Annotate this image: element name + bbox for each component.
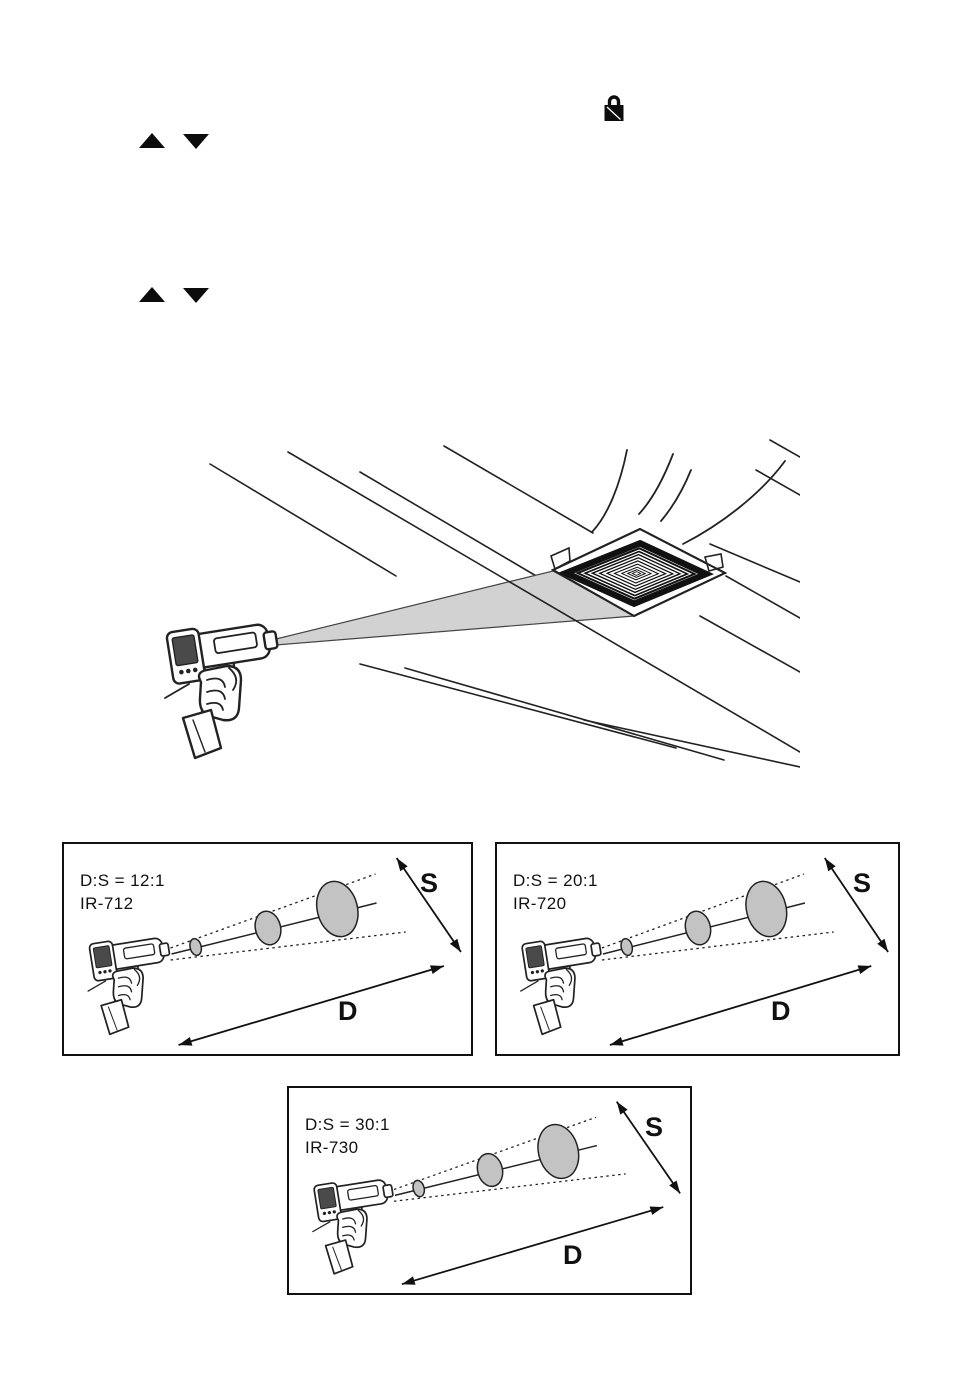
ds-ratio-label: D:S = 12:1	[80, 871, 165, 890]
distance-axis-label: D	[338, 996, 358, 1026]
model-label: IR-712	[80, 894, 134, 913]
spot-axis-label: S	[420, 868, 439, 898]
model-label: IR-720	[513, 894, 567, 913]
ceiling-aiming-illustration	[160, 430, 800, 770]
ds-ratio-label: D:S = 30:1	[305, 1115, 390, 1134]
air-duct	[592, 450, 785, 544]
ir-thermometer-icon	[165, 616, 281, 758]
fov-diagram-ir712	[62, 842, 473, 1056]
ds-ratio-label: D:S = 20:1	[513, 871, 598, 890]
up-arrow-icon	[139, 133, 165, 148]
distance-axis-label: D	[771, 996, 791, 1026]
fov-diagram-ir720	[495, 842, 900, 1056]
fov-diagram-ir730	[287, 1086, 692, 1295]
model-label: IR-730	[305, 1138, 359, 1157]
spot-axis-label: S	[853, 868, 872, 898]
up-arrow-icon	[139, 287, 165, 302]
down-arrow-icon	[183, 134, 209, 149]
spot-axis-label: S	[645, 1112, 664, 1142]
distance-axis-label: D	[563, 1240, 583, 1270]
down-arrow-icon	[183, 288, 209, 303]
lock-icon	[603, 92, 625, 123]
